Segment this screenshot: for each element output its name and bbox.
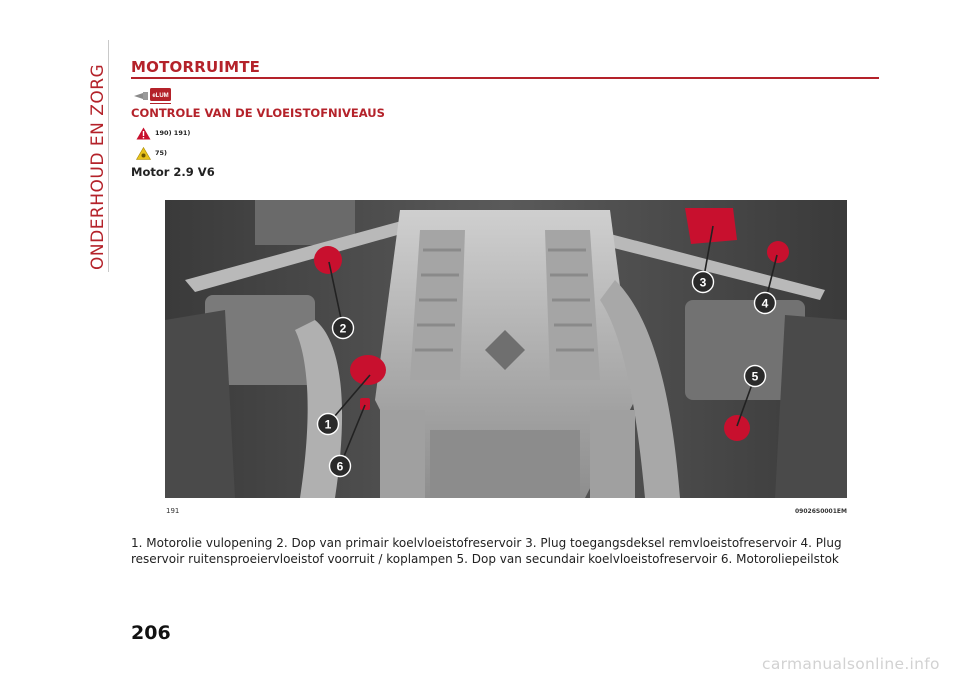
callout-3 [693,272,714,293]
side-chapter-label: ONDERHOUD EN ZORG [88,63,108,270]
oil-dipstick-handle [360,398,370,410]
svg-text:4: 4 [761,296,769,311]
svg-text:5: 5 [751,369,759,384]
callout-5 [745,366,766,387]
callout-6 [330,456,351,477]
engine-bay-illustration [165,200,847,498]
washer-fluid-plug [767,241,789,263]
caution-triangle-icon [136,147,151,160]
caution-references [136,146,167,160]
engine-bay-photo [165,200,847,498]
oil-filler-cap [350,355,386,385]
coolant-primary-cap [314,246,342,274]
warning-triangle-icon [136,127,151,140]
caution-refs-text: 75) [155,149,168,157]
warning-refs-text: 190) 191) [155,129,191,137]
svg-text:3: 3 [699,275,707,290]
svg-text:6: 6 [336,459,344,474]
warning-references [136,126,190,140]
svg-text:1: 1 [324,417,332,432]
service-badge-text: eLUM [152,93,169,99]
side-divider [108,40,109,272]
figure-number: 191 [166,507,180,515]
section-rule [131,77,879,79]
figure-code: 09026S0001EM [795,508,847,515]
figure-caption: 1. Motorolie vulopening 2. Dop van primair koelvloeistofreservoir 3. Plug toegangsdeksel remvloeistofreservoir 4. Plug reservoir ruitensproeiervloeistof voorruit / koplampen 5. Dop van secundair koelvloeistofreservoir 6. Motoroliepeilstok [131,536,842,566]
callout-1 [318,414,339,435]
coolant-secondary-cap [724,415,750,441]
site-watermark: carmanualsonline.info [762,655,940,673]
service-hand-icon [133,87,173,105]
subsection-title: CONTROLE VAN DE VLOEISTOFNIVEAUS [131,106,385,120]
page-number: 206 [131,622,171,644]
callout-4 [755,293,776,314]
section-title: MOTORRUIMTE [131,58,261,76]
engine-heading: Motor 2.9 V6 [131,165,215,179]
callout-2 [333,318,354,339]
svg-text:2: 2 [339,321,347,336]
